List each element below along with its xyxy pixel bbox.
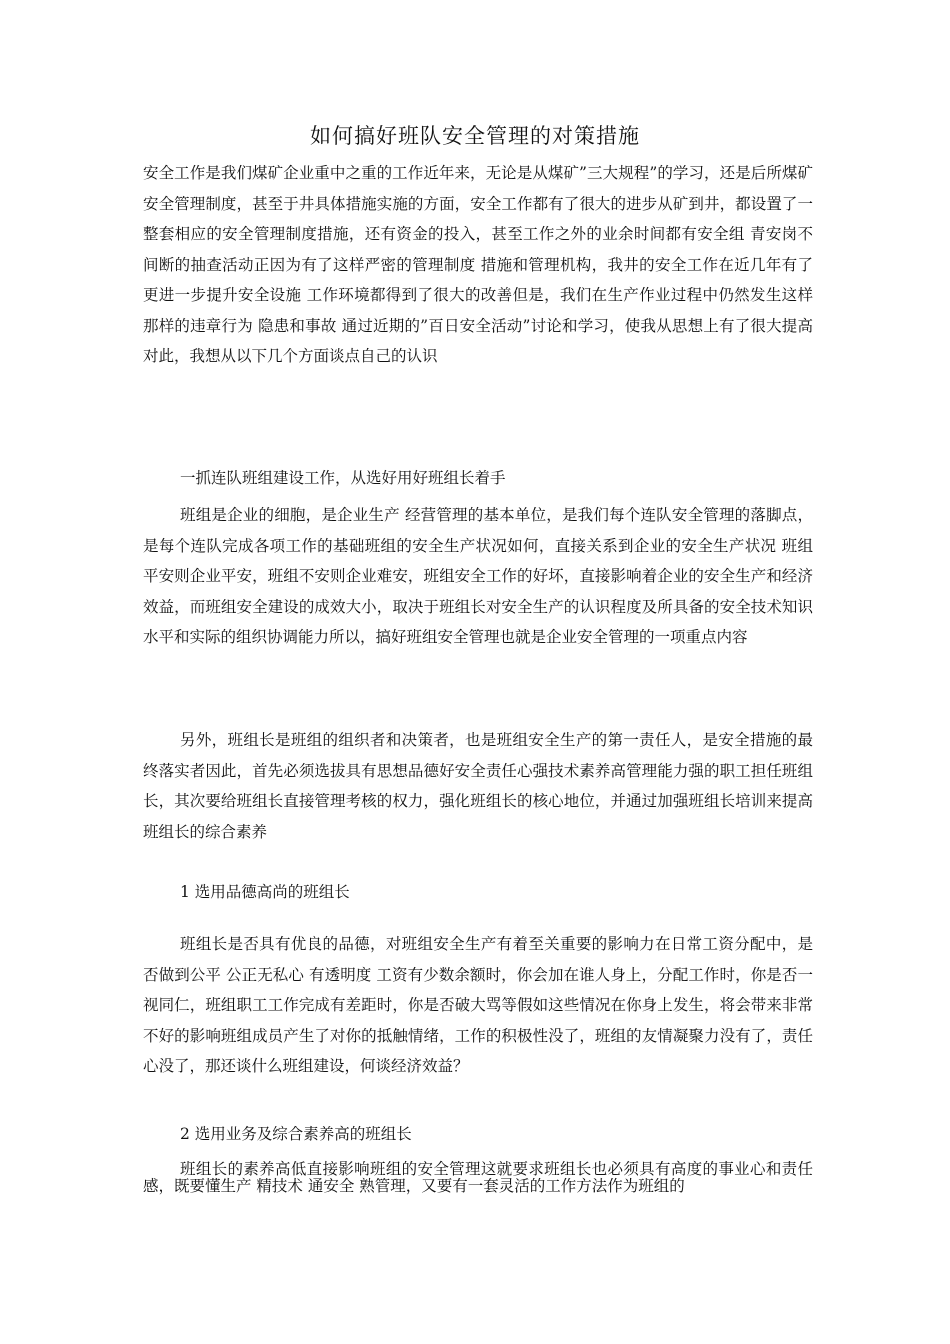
intro-paragraph: 安全工作是我们煤矿企业重中之重的工作近年来，无论是从煤矿”三大规程”的学习，还是后所煤矿安全管理制度，甚至于井具体措施实施的方面，安全工作都有了很大的进步从矿到井，都设置了一整套相应的安全管理制度措施，还有资金的投入，甚至工作之外的业余时间都有安全组 青安岗不间断的抽查活动正因为有了这样严密的管理制度 措施和管理机构，我井的安全工作在近几年有了更进一步提升安全设施 工作环境都得到了很大的改善但是，我们在生产作业过程中仍然发生这样那样的违章行为 隐患和事故 通过近期的”百日安全活动”讨论和学习，使我从思想上有了很大提高对此，我想从以下几个方面谈点自己的认识: [143, 164, 813, 365]
subsection-heading: 2 选用业务及综合素养高的班组长: [180, 1125, 412, 1143]
body-paragraph: 班组是企业的细胞，是企业生产 经营管理的基本单位，是我们每个连队安全管理的落脚点，是每个连队完成各项工作的基础班组的安全生产状况如何，直接关系到企业的安全生产状况 班组平安则企业平安，班组不安则企业难安，班组安全工作的好坏，直接影响着企业的安全生产和经济效益，而班组安全建设的成效大小，取决于班组长对安全生产的认识程度及所具备的安全技术知识水平和实际的组织协调能力所以，搞好班组安全管理也就是企业安全管理的一项重点内容: [143, 506, 813, 646]
body-paragraph: 班组长是否具有优良的品德，对班组安全生产有着至关重要的影响力在日常工资分配中，是否做到公平 公正无私心 有透明度 工资有少数余额时，你会加在谁人身上，分配工作时，你是否一视同仁，班组职工工作完成有差距时，你是否破大骂等假如这些情况在你身上发生，将会带来非常不好的影响班组成员产生了对你的抵触情绪，工作的积极性没了，班组的友情凝聚力没有了，责任心没了，那还谈什么班组建设，何谈经济效益？: [143, 935, 813, 1075]
subsection-heading: 1 选用品德高尚的班组长: [180, 883, 350, 901]
body-paragraph: 班组长的素养高低直接影响班组的安全管理这就要求班组长也必须具有高度的事业心和责任感，既要懂生产 精技术 通安全 熟管理，又要有一套灵活的工作方法作为班组的: [143, 1160, 813, 1195]
body-paragraph: 另外，班组长是班组的组织者和决策者，也是班组安全生产的第一责任人，是安全措施的最终落实者因此，首先必须选拔具有思想品德好安全责任心强技术素养高管理能力强的职工担任班组长，其次要给班组长直接管理考核的权力，强化班组长的核心地位，并通过加强班组长培训来提高班组长的综合素养: [143, 731, 813, 841]
section-heading: 一抓连队班组建设工作，从选好用好班组长着手: [180, 469, 506, 487]
document-title: 如何搞好班队安全管理的对策措施: [310, 124, 640, 148]
